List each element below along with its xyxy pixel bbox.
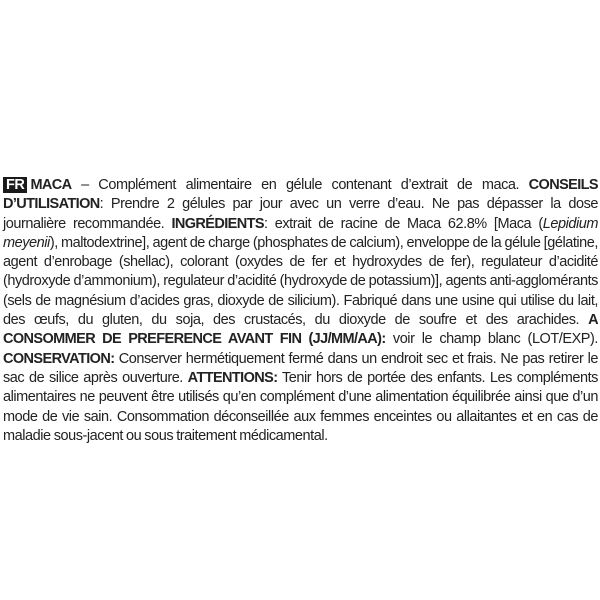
ingredients-colon: : (263, 215, 275, 232)
usage-heading: CONSEILS D’UTILISATION (3, 177, 598, 213)
best-before-text: voir le champ blanc (LOT/EXP). (385, 331, 598, 348)
warnings-text: Tenir hors de portée des enfants. Les compléments alimentaires ne peuvent être utilisés qu’en complément d’une alimentation équilibrée ainsi que d’un mode de vie sain. Consommation déconseillée aux femmes enceintes ou allaitantes et en cas de maladie sous-jacent ou sous traitement médicamental. (3, 369, 598, 444)
language-badge: FR (3, 177, 27, 193)
product-label-text (3, 176, 598, 446)
product-description: – Complément alimentaire en gélule contenant d’extrait de maca. (71, 177, 529, 193)
usage-text: : Prendre 2 gélules par jour avec un verre d’eau. Ne pas dépasser la dose journalière recommandée. (3, 196, 598, 232)
ingredients-text-continued: ), maltodextrine], agent de charge (phosphates de calcium), enveloppe de la gélule [gélatine, agent d’enrobage (shellac), colorant (oxydes de fer et hydroxydes de fer), regulateur d’acidité (hydroxyde d’ammonium), regulateur d’acidité (hydroxyde de potassium)], agents anti-agglomérants (sels de magnésium d’acides gras, dioxyde de silicium). Fabriqué dans une usine qui utilise du lait, des œufs, du gluten, du soja, des crustacés, du dioxyde de soufre et des arachides. (3, 234, 598, 329)
best-before-heading: A CONSOMMER DE PREFERENCE AVANT FIN (JJ/MM/AA): (3, 312, 598, 348)
warnings-heading: ATTENTIONS: (187, 369, 278, 386)
ingredients-heading: INGRÉDIENTS (171, 215, 264, 232)
product-name: MACA (30, 177, 72, 193)
ingredients-text: extrait de racine de Maca 62.8% [Maca ( (274, 215, 543, 232)
storage-heading: CONSERVATION: (3, 350, 115, 367)
storage-text: Conserver hermétiquement fermé dans un endroit sec et frais. Ne pas retirer le sac de silice après ouverture. (3, 350, 598, 386)
ingredients-latin-name: Lepidium meyenii (3, 215, 598, 251)
